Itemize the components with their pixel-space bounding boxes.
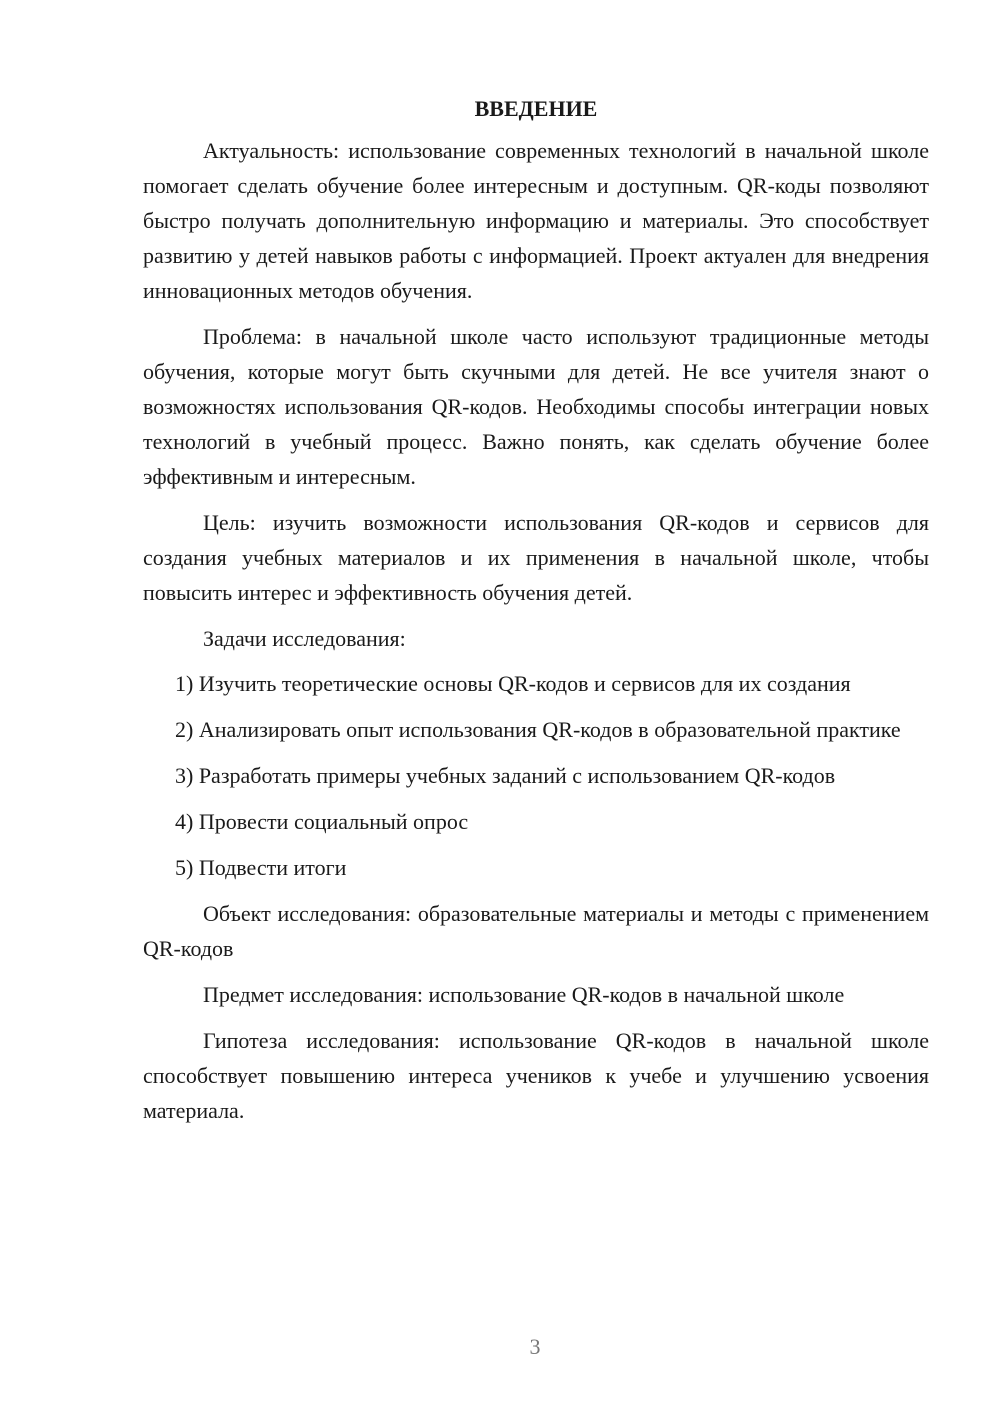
section-heading: ВВЕДЕНИЕ xyxy=(474,96,598,121)
problem-paragraph: Проблема: в начальной школе часто используют традиционные методы обучения, которые могут быть скучными для детей. Не все учителя знают о возможностях использования QR-кодов. Необходимы способы интеграции новых технологий в учебный процесс. Важно понять, как сделать обучение более эффективным и интересным. xyxy=(143,324,929,489)
tasks-list xyxy=(143,666,929,885)
tasks-title: Задачи исследования: xyxy=(203,626,406,651)
subject-paragraph: Предмет исследования: использование QR-кодов в начальной школе xyxy=(203,982,845,1007)
task-item: 3) Разработать примеры учебных заданий с использованием QR-кодов xyxy=(175,763,836,788)
task-item: 2) Анализировать опыт использования QR-кодов в образовательной практике xyxy=(175,717,901,742)
object-paragraph: Объект исследования: образовательные материалы и методы с применением QR-кодов xyxy=(143,901,929,961)
relevance-paragraph: Актуальность: использование современных технологий в начальной школе помогает сделать обучение более интересным и доступным. QR-коды позволяют быстро получать дополнительную информацию и материалы. Это способствует развитию у детей навыков работы с информацией. Проект актуален для внедрения инновационных методов обучения. xyxy=(143,138,929,303)
task-item: 1) Изучить теоретические основы QR-кодов и сервисов для их создания xyxy=(175,671,851,696)
task-item: 5) Подвести итоги xyxy=(175,855,347,880)
goal-paragraph: Цель: изучить возможности использования QR-кодов и сервисов для создания учебных материалов и их применения в начальной школе, чтобы повысить интерес и эффективность обучения детей. xyxy=(143,510,929,605)
page-content xyxy=(143,92,929,1128)
task-item: 4) Провести социальный опрос xyxy=(175,809,469,834)
hypothesis-paragraph: Гипотеза исследования: использование QR-кодов в начальной школе способствует повышению интереса учеников к учебе и улучшению усвоения материала. xyxy=(143,1028,929,1123)
page-number: 3 xyxy=(529,1334,541,1359)
